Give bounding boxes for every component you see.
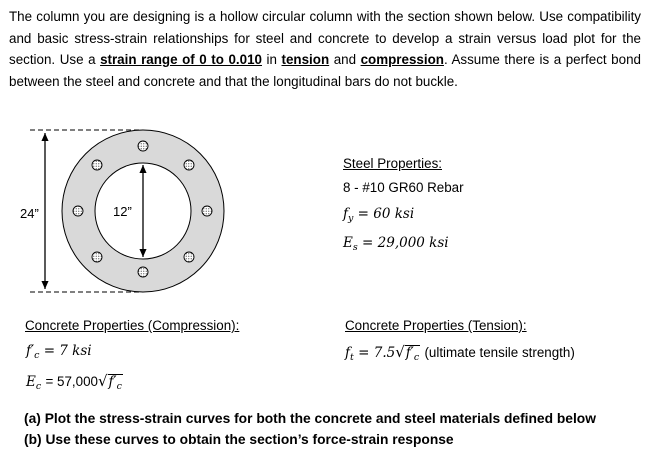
sqrt-icon: √	[97, 372, 108, 390]
ec-equation: = 57,000	[45, 374, 98, 389]
concrete-compressive-strength	[26, 343, 92, 361]
rebar-4	[184, 252, 194, 262]
rebar-spec: 8 - #10 GR60 Rebar	[343, 180, 464, 195]
ec-subscript: c	[35, 381, 42, 392]
question-b: (b) Use these curves to obtain the section’s force-strain response	[24, 432, 454, 447]
sqrt-icon: √	[395, 343, 405, 361]
strain-range-emphasis: strain range of 0 to 0.010	[100, 52, 262, 67]
intro-text-2: in	[261, 52, 282, 67]
concrete-modulus	[26, 372, 123, 394]
rebar-5	[138, 267, 148, 277]
ec-root-subscript: c	[116, 381, 122, 392]
ec-root-symbol: f′	[108, 374, 117, 390]
fy-symbol: f	[343, 206, 348, 222]
steel-modulus	[343, 235, 449, 253]
steel-properties-heading: Steel Properties:	[343, 156, 442, 171]
inner-diameter-label: 12”	[113, 204, 132, 219]
rebar-7	[73, 206, 83, 216]
tension-emphasis: tension	[281, 52, 330, 67]
fy-subscript: y	[348, 213, 354, 224]
rebar-1	[138, 141, 148, 151]
es-symbol: E	[343, 235, 353, 251]
ec-symbol: E	[26, 374, 36, 390]
rebar-3	[202, 206, 212, 216]
concrete-tension-heading: Concrete Properties (Tension):	[345, 318, 527, 333]
fc-value: = 7 ksi	[43, 343, 92, 359]
es-subscript: s	[352, 242, 358, 253]
intro-text-1: The column you are designing is a hollow circular column with the section shown below. Use compatibility and basic stress-strain relationships for steel and concrete to develop a strain versus load plot for the section. Use a	[9, 9, 641, 67]
fc-symbol: f′	[26, 343, 35, 359]
rebar-2	[184, 160, 194, 170]
fc-subscript: c	[34, 350, 40, 361]
question-a: (a) Plot the stress-strain curves for both the concrete and steel materials defined below	[24, 411, 596, 426]
ec-radicand	[108, 374, 123, 394]
rebar-6	[92, 252, 102, 262]
ft-root-subscript: c	[413, 352, 420, 363]
ft-subscript: t	[350, 352, 354, 363]
ft-root-symbol: f′	[405, 345, 414, 361]
intro-text-4: . Assume there is a perfect bond between the steel and concrete and that the longitudinal bars do not buckle.	[9, 52, 641, 89]
ft-radicand	[405, 345, 420, 365]
fy-value: = 60 ksi	[357, 206, 415, 222]
concrete-compression-heading: Concrete Properties (Compression):	[25, 318, 240, 333]
ft-equation: = 7.5	[358, 345, 396, 361]
es-value: = 29,000 ksi	[362, 235, 449, 251]
intro-text-3: and	[329, 52, 361, 67]
ft-symbol: f	[345, 345, 350, 361]
outer-diameter-label: 24”	[20, 206, 39, 221]
steel-yield-strength	[343, 206, 414, 224]
rebar-8	[92, 160, 102, 170]
ft-note: (ultimate tensile strength)	[424, 345, 575, 360]
concrete-tensile-strength	[345, 343, 575, 365]
compression-emphasis: compression	[360, 52, 444, 67]
